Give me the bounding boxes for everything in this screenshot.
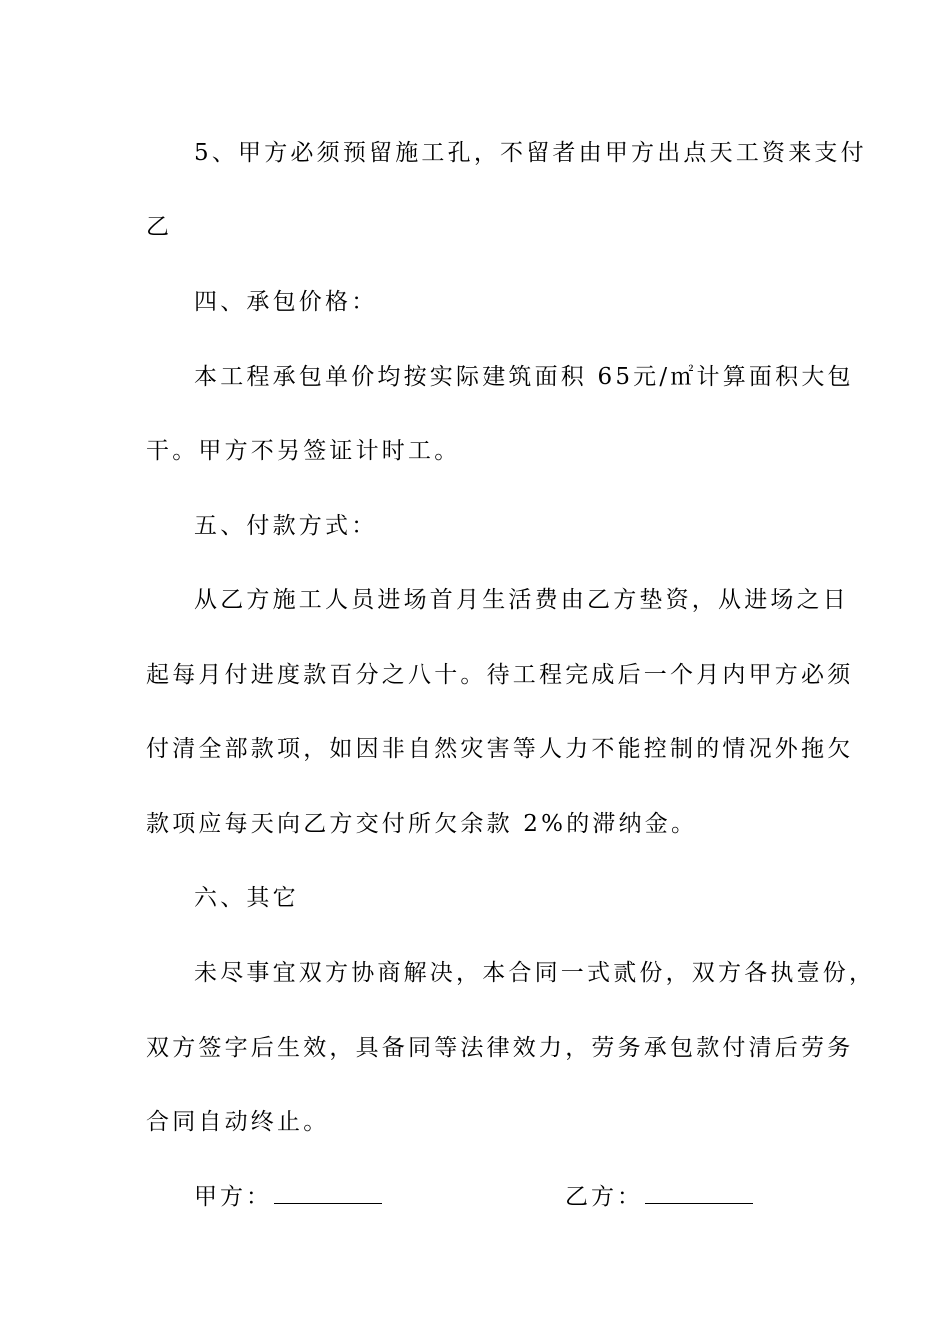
clause-5-line-2: 乙 (146, 214, 173, 240)
section-6-heading: 六、其它 (194, 885, 299, 911)
party-a-signature-line (274, 1183, 382, 1204)
section-6-para-line-1: 未尽事宜双方协商解决，本合同一式贰份，双方各执壹份， (194, 960, 876, 986)
section-6-para-line-3: 合同自动终止。 (146, 1109, 330, 1135)
party-b-label: 乙方： (565, 1184, 643, 1210)
section-5-para-line-3: 付清全部款项，如因非自然灾害等人力不能控制的情况外拖欠 (146, 736, 854, 762)
party-b-signature-line (645, 1183, 753, 1204)
section-6-para-line-2: 双方签字后生效，具备同等法律效力，劳务承包款付清后劳务 (146, 1035, 854, 1061)
section-4-heading: 四、承包价格： (194, 289, 378, 315)
party-a-label: 甲方： (194, 1184, 272, 1210)
section-5-para-line-1: 从乙方施工人员进场首月生活费由乙方垫资，从进场之日 (194, 587, 849, 613)
section-5-para-line-4: 款项应每天向乙方交付所欠余款 2%的滞纳金。 (146, 811, 698, 837)
section-5-para-line-2: 起每月付进度款百分之八十。待工程完成后一个月内甲方必须 (146, 662, 854, 688)
clause-5-line-1: 5、甲方必须预留施工孔，不留者由甲方出点天工资来支付 (194, 140, 867, 166)
party-a-signature (194, 1182, 382, 1212)
section-4-para-line-1: 本工程承包单价均按实际建筑面积 65元/㎡计算面积大包 (194, 364, 854, 390)
party-b-signature (565, 1182, 753, 1212)
section-4-para-line-2: 干。甲方不另签证计时工。 (146, 438, 461, 464)
section-5-heading: 五、付款方式： (194, 513, 378, 539)
